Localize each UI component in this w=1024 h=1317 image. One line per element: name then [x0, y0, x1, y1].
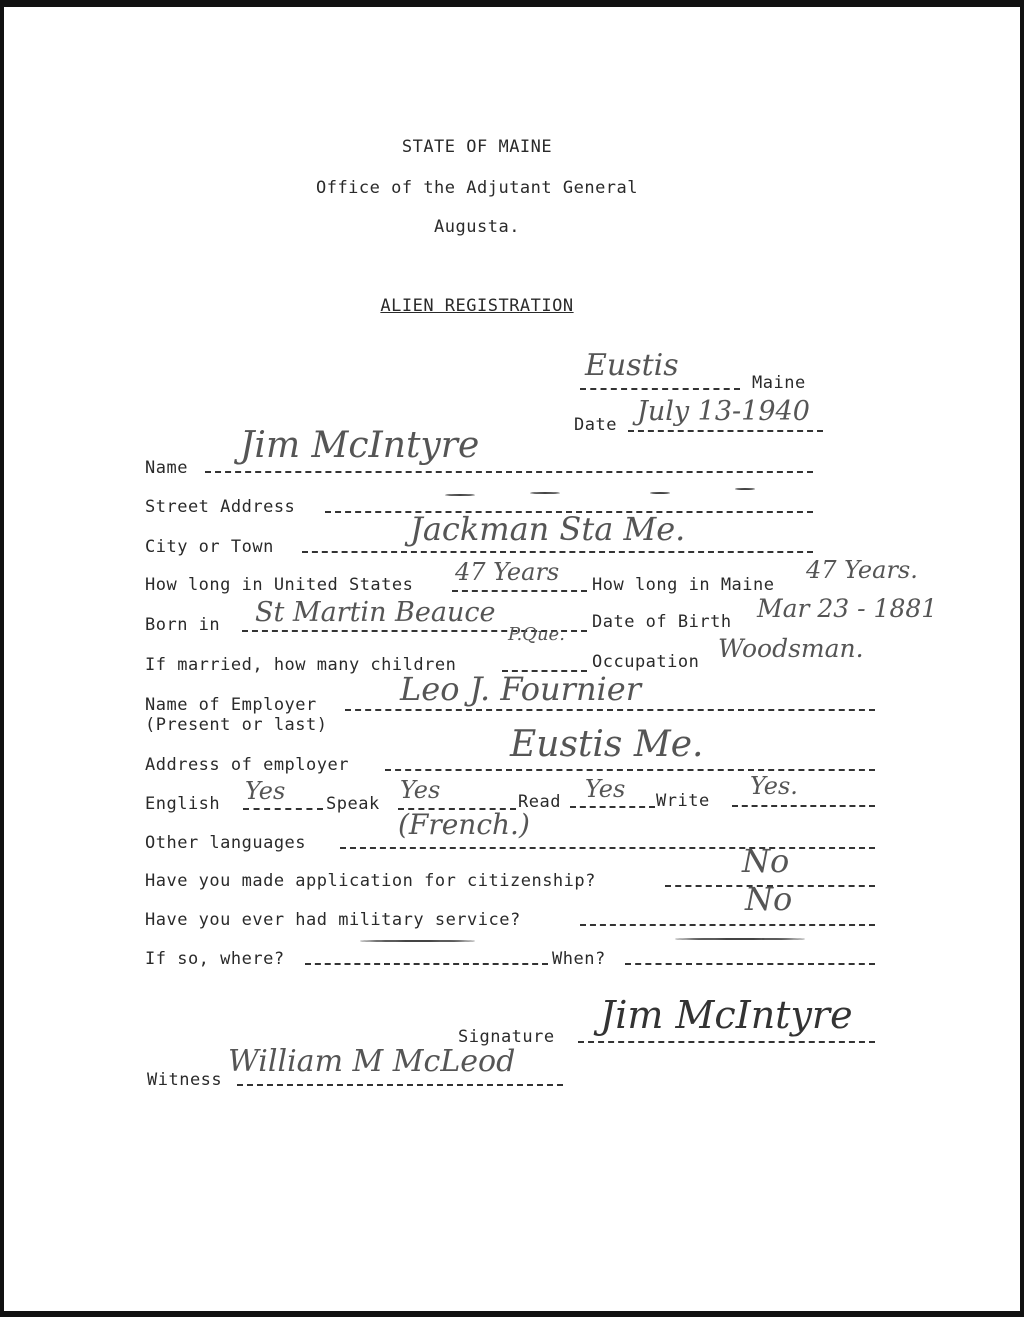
form-title: ALIEN REGISTRATION [380, 296, 574, 316]
header-state: STATE OF MAINE [401, 137, 553, 157]
where-line [305, 963, 548, 965]
place-suffix: Maine [752, 373, 806, 393]
read-label: Read [518, 792, 561, 812]
street-mark [530, 492, 560, 494]
where-mark [360, 940, 475, 942]
dob-value: Mar 23 - 1881 [757, 594, 938, 623]
signature-value: Jim McIntyre [600, 993, 853, 1037]
employer-sublabel: (Present or last) [145, 715, 328, 735]
read-value: Yes [585, 775, 626, 803]
employer-value: Leo J. Fournier [400, 670, 642, 708]
english-label: English [145, 794, 221, 814]
write-label: Write [656, 791, 710, 811]
place-value: Eustis [585, 348, 679, 383]
street-label: Street Address [145, 497, 296, 517]
write-value: Yes. [750, 772, 798, 800]
military-value: No [745, 880, 793, 918]
date-value: July 13-1940 [637, 396, 810, 427]
city-value: Jackman Sta Me. [410, 510, 686, 548]
place-line [580, 388, 740, 390]
header-office: Office of the Adjutant General [315, 178, 639, 198]
employer-address-value: Eustis Me. [510, 724, 704, 765]
write-line [732, 805, 875, 807]
military-line [580, 924, 875, 926]
signature-label: Signature [458, 1027, 555, 1047]
speak-label: Speak [326, 794, 380, 814]
english-value: Yes [245, 777, 286, 805]
name-line [205, 471, 813, 473]
other-languages-value: (French.) [398, 808, 530, 841]
date-line [628, 430, 823, 432]
years-me-value: 47 Years. [806, 556, 918, 584]
signature-line [578, 1041, 875, 1043]
citizenship-label: Have you made application for citizenship? [145, 871, 596, 891]
speak-value: Yes [400, 776, 441, 804]
other-languages-label: Other languages [145, 833, 307, 853]
street-mark [735, 488, 755, 490]
years-us-value: 47 Years [455, 558, 560, 586]
header-city: Augusta. [434, 217, 520, 237]
witness-label: Witness [147, 1070, 223, 1090]
when-label: When? [552, 949, 606, 969]
where-label: If so, where? [145, 949, 285, 969]
scan-border-bottom [0, 1311, 1024, 1317]
when-mark [675, 938, 805, 940]
other-languages-line [340, 847, 875, 849]
scan-border-top [0, 0, 1024, 7]
name-label: Name [145, 458, 188, 478]
employer-address-label: Address of employer [145, 755, 349, 775]
read-line [570, 806, 655, 808]
occupation-label: Occupation [592, 652, 700, 672]
children-label: If married, how many children [145, 655, 457, 675]
military-label: Have you ever had military service? [145, 910, 521, 930]
date-label: Date [574, 415, 617, 435]
street-mark [650, 492, 670, 494]
english-line [243, 808, 323, 810]
street-mark [445, 494, 475, 496]
dob-label: Date of Birth [592, 612, 732, 632]
occupation-value: Woodsman. [718, 634, 864, 663]
name-value: Jim McIntyre [240, 425, 480, 466]
employer-line [345, 709, 875, 711]
city-line [302, 551, 813, 553]
born-value-province: P.Que. [508, 624, 565, 645]
scan-border-right [1020, 0, 1024, 1317]
city-label: City or Town [145, 537, 274, 557]
born-value: St Martin Beauce [255, 597, 496, 628]
years-me-label: How long in Maine [592, 575, 775, 595]
employer-address-line [385, 769, 875, 771]
witness-value: William M McLeod [228, 1044, 516, 1079]
years-us-line [452, 590, 587, 592]
years-us-label: How long in United States [145, 575, 414, 595]
citizenship-value: No [742, 842, 790, 880]
when-line [625, 963, 875, 965]
born-label: Born in [145, 615, 221, 635]
employer-label: Name of Employer [145, 695, 317, 715]
witness-line [237, 1084, 563, 1086]
